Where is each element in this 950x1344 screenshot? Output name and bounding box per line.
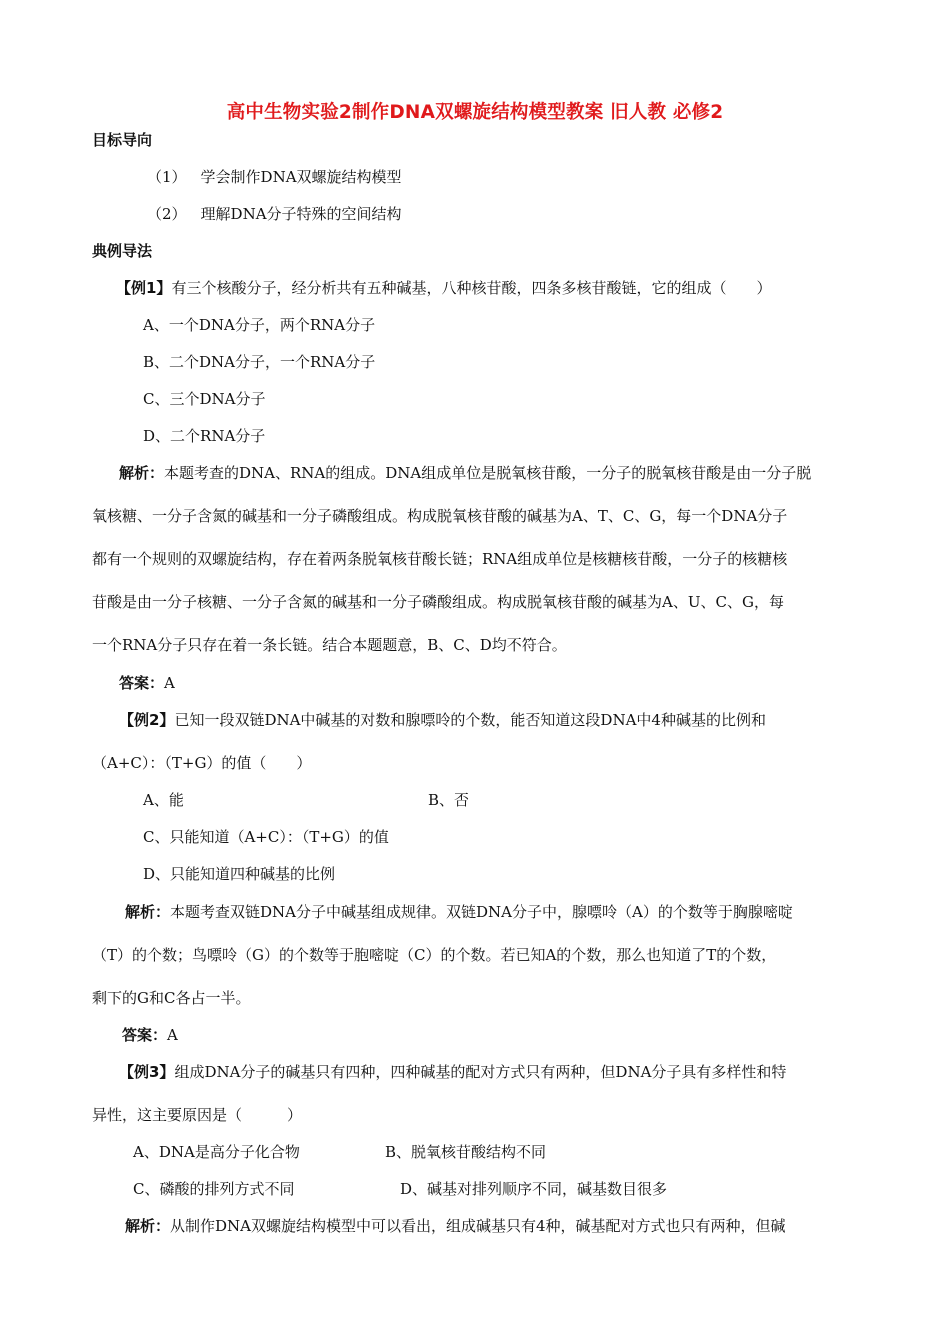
goal-item-text: 理解DNA分子特殊的空间结构 [200,205,402,223]
goal-item-number: （1） [147,168,187,186]
analysis-text: 本题考查双链DNA分子中碱基组成规律。双链DNA分子中，腺嘌呤（A）的个数等于胸腺嘧啶 [170,903,793,921]
example-3-analysis-line-1 [125,1216,786,1236]
example-2-analysis-line-2: （T）的个数；鸟嘌呤（G）的个数等于胞嘧啶（C）的个数。若已知A的个数，那么也知道了T的个数， [92,946,777,964]
example-2-option-c: C、只能知道（A+C）：（T+G）的值 [143,828,389,846]
example-3-option-d: D、碱基对排列顺序不同，碱基数目很多 [400,1180,668,1198]
example-1-analysis-line-1 [119,463,811,483]
answer-value: A [167,1026,178,1044]
example-3-tag: 【例3】 [119,1063,175,1081]
example-3-option-c: C、磷酸的排列方式不同 [133,1180,295,1198]
example-1-option-c: C、三个DNA分子 [143,390,266,408]
example-1-option-b: B、二个DNA分子，一个RNA分子 [143,353,376,371]
example-3-option-a: A、DNA是高分子化合物 [133,1143,300,1161]
goal-item-number: （2） [147,205,187,223]
example-3-question-text: 组成DNA分子的碱基只有四种，四种碱基的配对方式只有两种，但DNA分子具有多样性和特 [174,1063,787,1081]
example-1-option-d: D、二个RNA分子 [143,427,266,445]
example-3-question-line-1 [119,1062,786,1082]
analysis-label: 解析： [125,903,171,921]
section-heading-goals: 目标导向 [92,131,153,149]
example-2-tag: 【例2】 [119,711,175,729]
example-2-question-line-2: （A+C）：（T+G）的值（ ） [92,754,312,772]
example-2-option-a: A、能 [143,791,184,809]
example-1-answer [119,673,175,693]
example-1-tag: 【例1】 [116,279,172,297]
section-heading-examples: 典例导法 [92,242,153,260]
example-1-analysis-line-4: 苷酸是由一分子核糖、一分子含氮的碱基和一分子磷酸组成。构成脱氧核苷酸的碱基为A、U、C、G，每 [92,593,784,611]
example-2-analysis-line-3: 剩下的G和C各占一半。 [92,989,251,1007]
page-title: 高中生物实验2制作DNA双螺旋结构模型教案 旧人教 必修2 [226,102,724,123]
example-2-option-d: D、只能知道四种碱基的比例 [143,865,336,883]
goal-item-1 [147,167,402,187]
example-2-answer [122,1025,178,1045]
goal-item-text: 学会制作DNA双螺旋结构模型 [200,168,402,186]
example-2-question-line-1 [119,710,766,730]
analysis-label: 解析： [125,1217,171,1235]
answer-label: 答案： [122,1026,168,1044]
example-1-question [116,278,771,298]
analysis-text: 从制作DNA双螺旋结构模型中可以看出，组成碱基只有4种，碱基配对方式也只有两种，但碱 [170,1217,786,1235]
example-1-analysis-line-3: 都有一个规则的双螺旋结构，存在着两条脱氧核苷酸长链；RNA组成单位是核糖核苷酸，一分子的核糖核 [92,550,788,568]
goal-item-2 [147,204,402,224]
example-3-option-b: B、脱氧核苷酸结构不同 [385,1143,547,1161]
example-1-analysis-line-5: 一个RNA分子只存在着一条长链。结合本题题意，B、C、D均不符合。 [92,636,567,654]
example-1-analysis-line-2: 氧核糖、一分子含氮的碱基和一分子磷酸组成。构成脱氧核苷酸的碱基为A、T、C、G，每一个DNA分子 [92,507,788,525]
answer-value: A [164,674,175,692]
example-1-question-text: 有三个核酸分子，经分析共有五种碱基，八种核苷酸，四条多核苷酸链，它的组成（ ） [171,279,772,297]
analysis-text: 本题考查的DNA、RNA的组成。DNA组成单位是脱氧核苷酸，一分子的脱氧核苷酸是由一分子脱 [164,464,812,482]
analysis-label: 解析： [119,464,165,482]
answer-label: 答案： [119,674,165,692]
example-3-question-line-2: 异性，这主要原因是（ ） [92,1106,303,1124]
example-2-option-b: B、否 [428,791,470,809]
example-1-option-a: A、一个DNA分子，两个RNA分子 [143,316,376,334]
example-2-analysis-line-1 [125,902,793,922]
example-2-question-text: 已知一段双链DNA中碱基的对数和腺嘌呤的个数，能否知道这段DNA中4种碱基的比例和 [174,711,766,729]
